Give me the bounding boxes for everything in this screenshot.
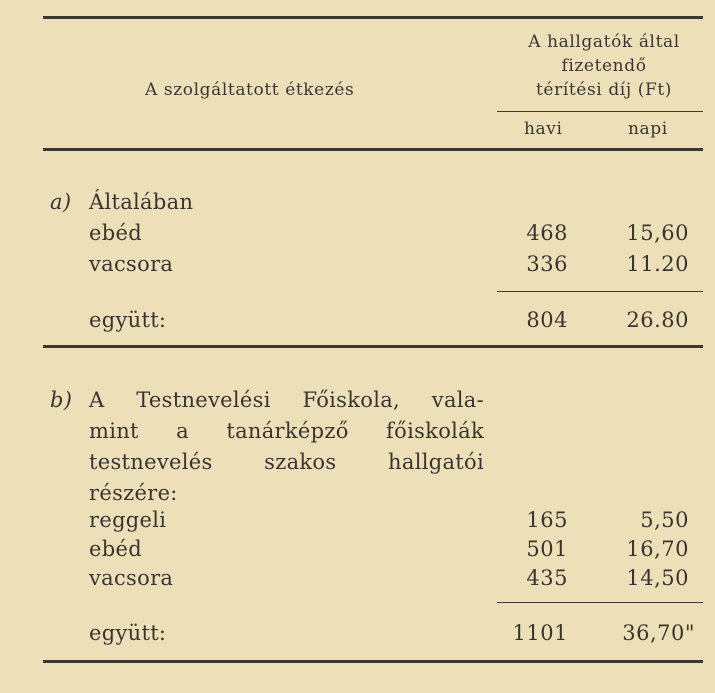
row-daily: 16,70 xyxy=(626,537,689,561)
row-monthly: 165 xyxy=(526,508,568,532)
row-label: ebéd xyxy=(89,537,142,561)
section-a-marker: a) xyxy=(50,190,72,214)
row-monthly: 435 xyxy=(526,566,568,590)
header-fee-line1: A hallgatók által xyxy=(528,32,680,52)
row-daily: 5,50 xyxy=(640,508,689,532)
section-b-title-line1: A Testnevelési Főiskola, vala- xyxy=(89,388,484,412)
row-daily: 11.20 xyxy=(626,252,689,276)
section-a-subtotal-rule xyxy=(497,291,703,292)
row-daily: 15,60 xyxy=(626,221,689,245)
total-monthly: 804 xyxy=(526,308,568,332)
section-b-marker: b) xyxy=(50,388,73,412)
section-b-title-line4: részére: xyxy=(89,481,178,505)
section-a-title: Általában xyxy=(89,190,194,214)
header-daily: napi xyxy=(628,119,668,139)
row-daily: 14,50 xyxy=(626,566,689,590)
row-monthly: 501 xyxy=(526,537,568,561)
section-a-bottom-rule xyxy=(43,345,703,348)
row-monthly: 336 xyxy=(526,252,568,276)
row-label: vacsora xyxy=(89,566,174,590)
section-b-title-line2: mint a tanárképző főiskolák xyxy=(89,419,484,443)
total-label: együtt: xyxy=(89,308,167,332)
total-monthly: 1101 xyxy=(512,621,568,645)
row-label: ebéd xyxy=(89,221,142,245)
total-daily: 36,70" xyxy=(622,621,695,645)
header-bottom-rule xyxy=(43,148,703,151)
header-service: A szolgáltatott étkezés xyxy=(145,80,355,100)
fee-header-rule xyxy=(497,111,703,112)
header-fee-line2: fizetendő xyxy=(561,56,647,76)
row-label: reggeli xyxy=(89,508,167,532)
header-monthly: havi xyxy=(524,119,563,139)
row-label: vacsora xyxy=(89,252,174,276)
total-label: együtt: xyxy=(89,621,167,645)
table-bottom-rule xyxy=(43,660,703,663)
total-daily: 26.80 xyxy=(626,308,689,332)
section-b-title-line3: testnevelés szakos hallgatói xyxy=(89,450,484,474)
table-top-rule xyxy=(43,16,703,19)
row-monthly: 468 xyxy=(526,221,568,245)
section-b-subtotal-rule xyxy=(497,602,703,603)
header-fee-line3: térítési díj (Ft) xyxy=(536,80,672,100)
